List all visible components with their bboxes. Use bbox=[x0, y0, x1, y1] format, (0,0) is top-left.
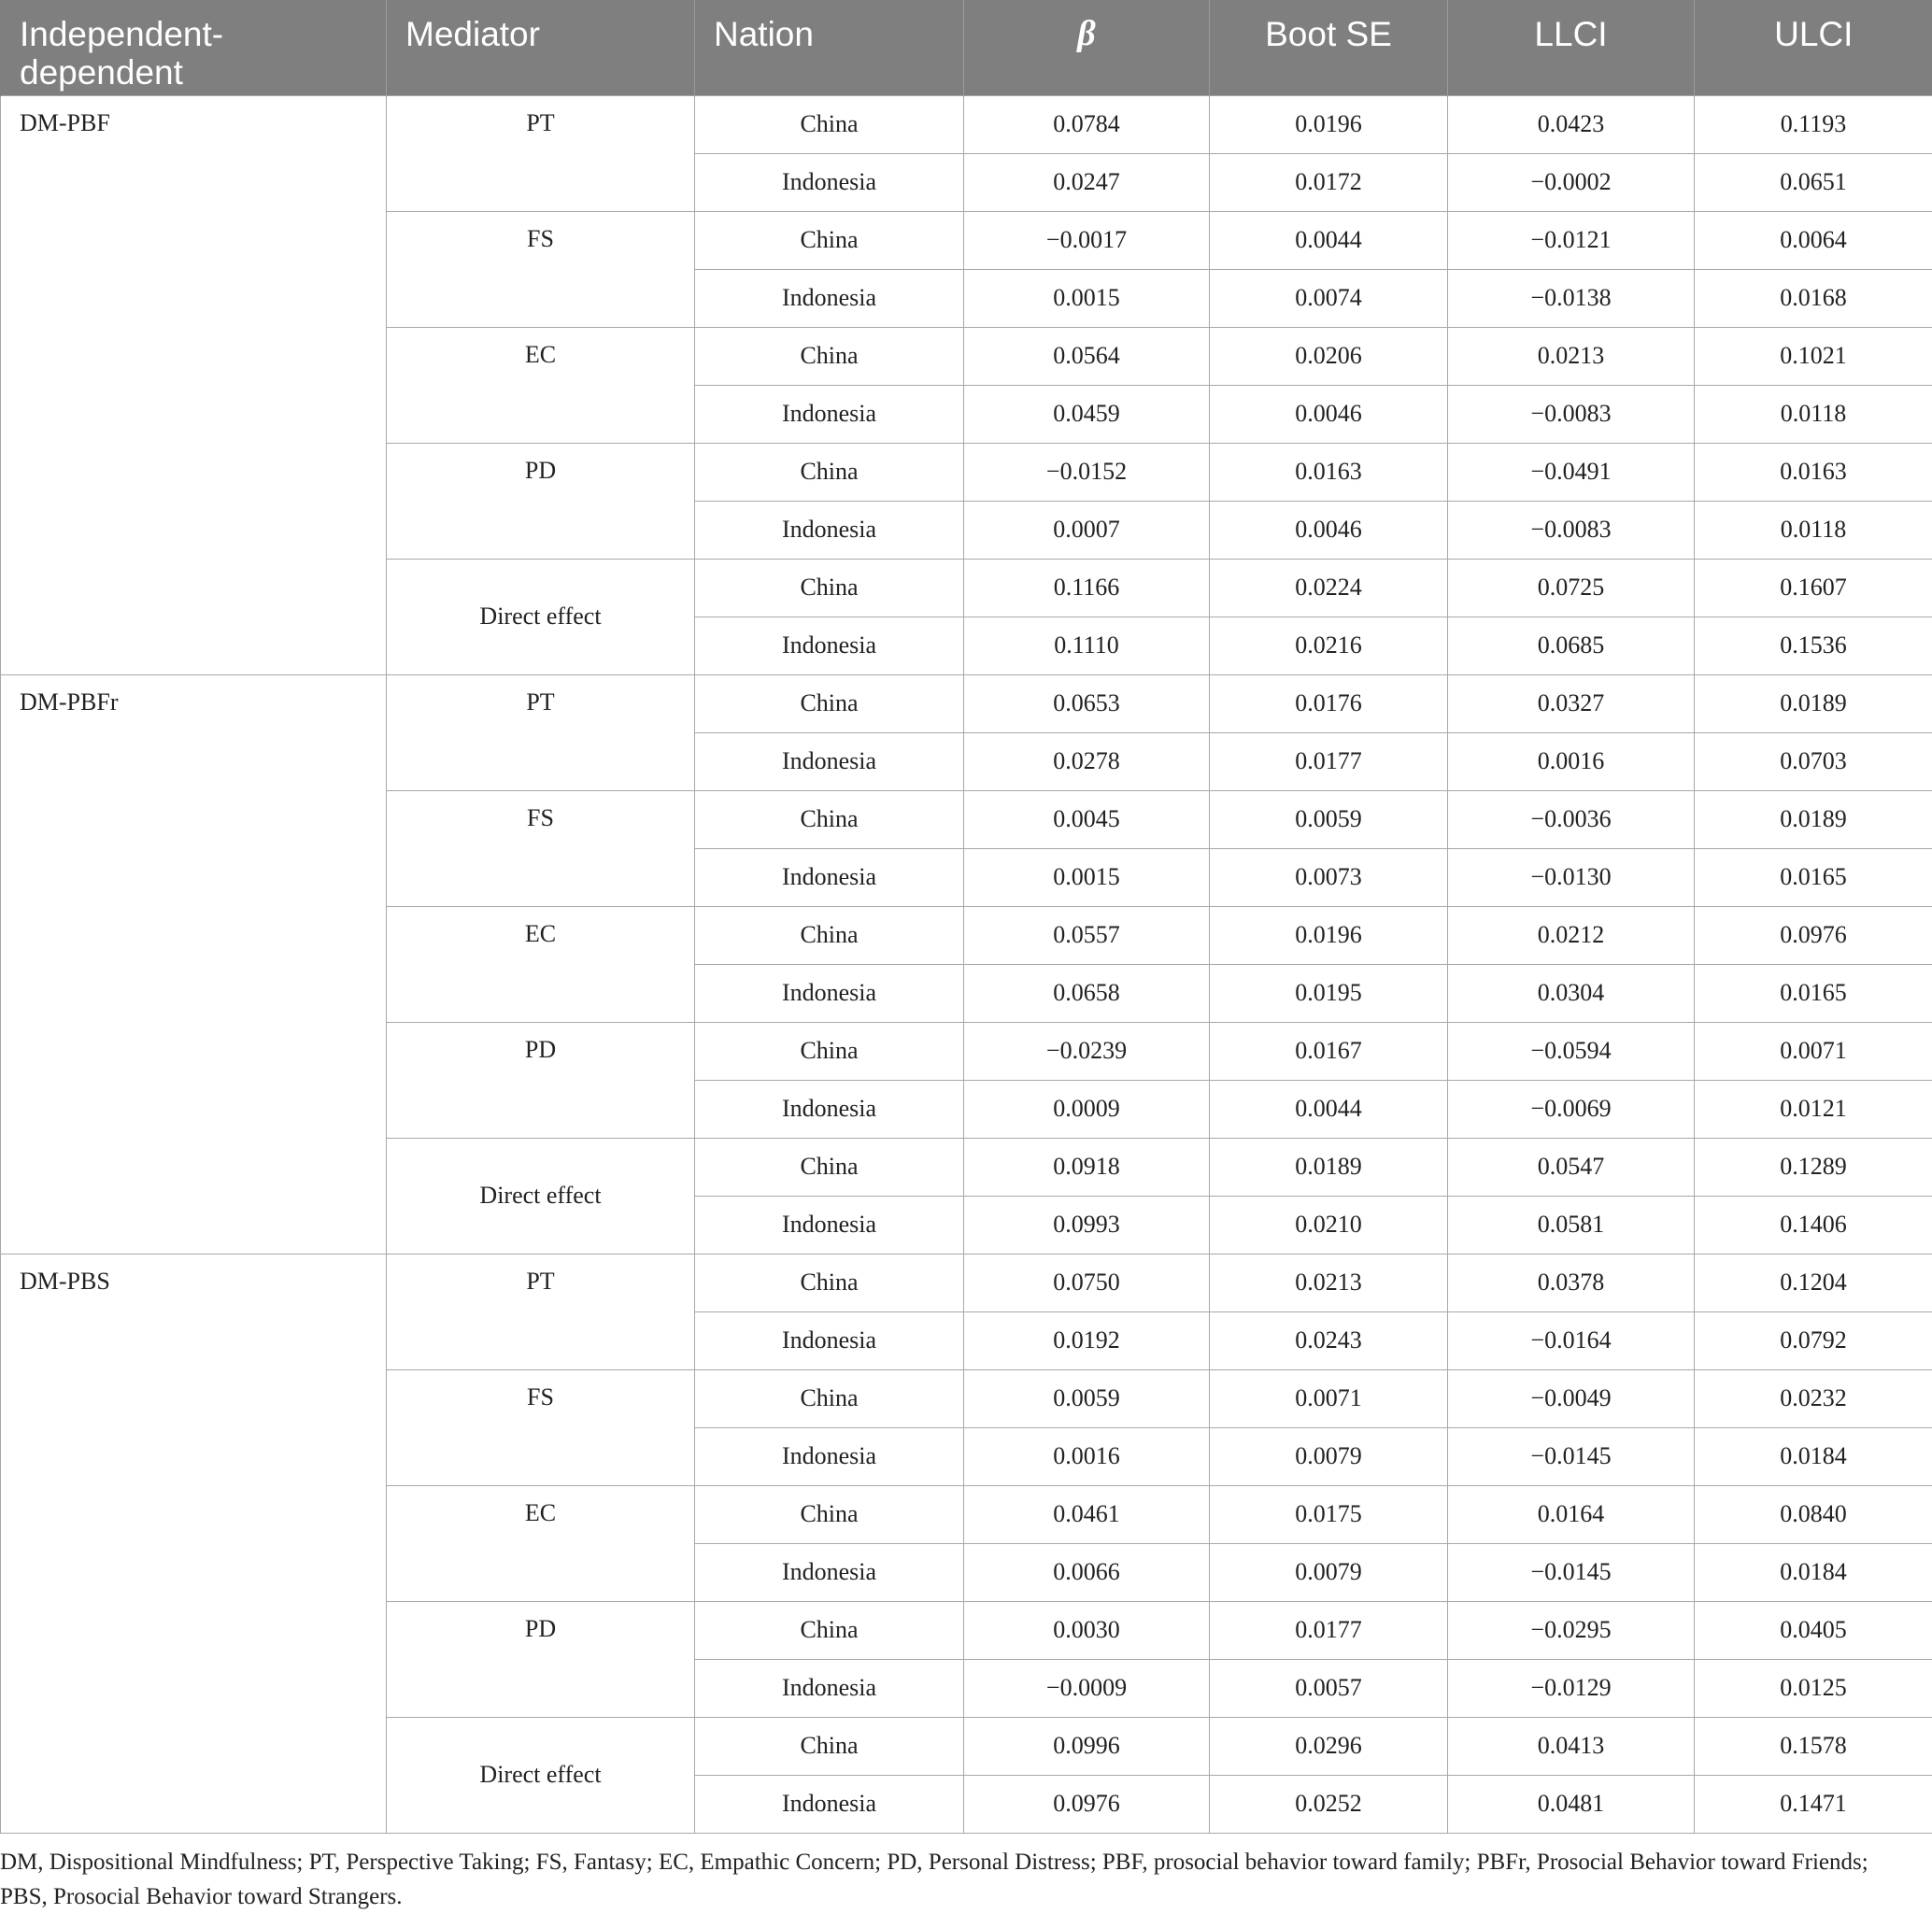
cell-llci: 0.0304 bbox=[1448, 964, 1695, 1022]
cell-mediator: Direct effect bbox=[387, 1138, 695, 1254]
cell-mediator: FS bbox=[387, 790, 695, 906]
cell-boot-se: 0.0224 bbox=[1210, 559, 1448, 617]
cell-llci: −0.0069 bbox=[1448, 1080, 1695, 1138]
cell-beta: 0.0993 bbox=[964, 1196, 1210, 1254]
header-row bbox=[1, 0, 1932, 95]
header-independent-dependent: Independent-dependent bbox=[1, 0, 387, 95]
cell-ulci: 0.0168 bbox=[1695, 269, 1932, 327]
cell-beta: 0.0016 bbox=[964, 1427, 1210, 1485]
cell-llci: −0.0049 bbox=[1448, 1369, 1695, 1427]
cell-ulci: 0.0976 bbox=[1695, 906, 1932, 964]
cell-nation: China bbox=[695, 674, 964, 732]
header-boot-se: Boot SE bbox=[1210, 0, 1448, 95]
cell-llci: 0.0212 bbox=[1448, 906, 1695, 964]
cell-boot-se: 0.0071 bbox=[1210, 1369, 1448, 1427]
cell-beta: 0.0192 bbox=[964, 1311, 1210, 1369]
header-nation: Nation bbox=[695, 0, 964, 95]
table-body bbox=[1, 95, 1932, 1833]
table-footnote: DM, Dispositional Mindfulness; PT, Perspective Taking; FS, Fantasy; EC, Empathic Concern; PD, Personal Distress; PBF, prosocial behavior toward family; PBFr, Prosocial Behavior toward Friends; PBS, Prosocial Behavior toward Strangers. bbox=[0, 1849, 1868, 1909]
header-ulci: ULCI bbox=[1695, 0, 1932, 95]
cell-beta: −0.0017 bbox=[964, 211, 1210, 269]
cell-beta: 0.0996 bbox=[964, 1717, 1210, 1775]
cell-llci: 0.0725 bbox=[1448, 559, 1695, 617]
cell-mediator: Direct effect bbox=[387, 1717, 695, 1833]
cell-nation: China bbox=[695, 906, 964, 964]
cell-llci: −0.0129 bbox=[1448, 1659, 1695, 1717]
cell-nation: China bbox=[695, 211, 964, 269]
cell-llci: −0.0036 bbox=[1448, 790, 1695, 848]
cell-beta: 0.0750 bbox=[964, 1254, 1210, 1311]
cell-nation: Indonesia bbox=[695, 153, 964, 211]
cell-boot-se: 0.0296 bbox=[1210, 1717, 1448, 1775]
cell-nation: China bbox=[695, 559, 964, 617]
cell-beta: 0.0009 bbox=[964, 1080, 1210, 1138]
cell-ulci: 0.0165 bbox=[1695, 848, 1932, 906]
cell-llci: −0.0145 bbox=[1448, 1427, 1695, 1485]
cell-llci: −0.0295 bbox=[1448, 1601, 1695, 1659]
cell-beta: −0.0152 bbox=[964, 443, 1210, 501]
cell-boot-se: 0.0172 bbox=[1210, 153, 1448, 211]
cell-beta: 0.1110 bbox=[964, 617, 1210, 674]
cell-beta: 0.0278 bbox=[964, 732, 1210, 790]
cell-boot-se: 0.0243 bbox=[1210, 1311, 1448, 1369]
cell-boot-se: 0.0216 bbox=[1210, 617, 1448, 674]
cell-ulci: 0.0071 bbox=[1695, 1022, 1932, 1080]
cell-beta: 0.0059 bbox=[964, 1369, 1210, 1427]
cell-beta: 0.0066 bbox=[964, 1543, 1210, 1601]
cell-llci: −0.0083 bbox=[1448, 385, 1695, 443]
cell-boot-se: 0.0206 bbox=[1210, 327, 1448, 385]
cell-ulci: 0.1536 bbox=[1695, 617, 1932, 674]
cell-independent-dependent: DM-PBS bbox=[1, 1254, 387, 1833]
cell-boot-se: 0.0195 bbox=[1210, 964, 1448, 1022]
cell-beta: 0.0007 bbox=[964, 501, 1210, 559]
cell-ulci: 0.1471 bbox=[1695, 1775, 1932, 1833]
cell-ulci: 0.0165 bbox=[1695, 964, 1932, 1022]
cell-nation: China bbox=[695, 1022, 964, 1080]
cell-mediator: FS bbox=[387, 1369, 695, 1485]
cell-beta: 0.0557 bbox=[964, 906, 1210, 964]
cell-boot-se: 0.0210 bbox=[1210, 1196, 1448, 1254]
cell-nation: Indonesia bbox=[695, 964, 964, 1022]
cell-boot-se: 0.0074 bbox=[1210, 269, 1448, 327]
cell-ulci: 0.1607 bbox=[1695, 559, 1932, 617]
cell-boot-se: 0.0059 bbox=[1210, 790, 1448, 848]
cell-beta: 0.0015 bbox=[964, 269, 1210, 327]
cell-llci: 0.0547 bbox=[1448, 1138, 1695, 1196]
cell-beta: 0.0976 bbox=[964, 1775, 1210, 1833]
cell-nation: Indonesia bbox=[695, 501, 964, 559]
cell-mediator: PT bbox=[387, 674, 695, 790]
cell-llci: 0.0423 bbox=[1448, 95, 1695, 153]
cell-llci: −0.0164 bbox=[1448, 1311, 1695, 1369]
cell-ulci: 0.0184 bbox=[1695, 1427, 1932, 1485]
cell-ulci: 0.0163 bbox=[1695, 443, 1932, 501]
header-llci: LLCI bbox=[1448, 0, 1695, 95]
cell-ulci: 0.0405 bbox=[1695, 1601, 1932, 1659]
table-row bbox=[1, 95, 1932, 153]
cell-nation: Indonesia bbox=[695, 1775, 964, 1833]
cell-ulci: 0.0118 bbox=[1695, 385, 1932, 443]
cell-llci: −0.0491 bbox=[1448, 443, 1695, 501]
cell-ulci: 0.0184 bbox=[1695, 1543, 1932, 1601]
cell-nation: Indonesia bbox=[695, 1659, 964, 1717]
cell-llci: −0.0083 bbox=[1448, 501, 1695, 559]
cell-llci: −0.0130 bbox=[1448, 848, 1695, 906]
cell-nation: China bbox=[695, 1254, 964, 1311]
cell-beta: 0.0564 bbox=[964, 327, 1210, 385]
cell-ulci: 0.1289 bbox=[1695, 1138, 1932, 1196]
cell-boot-se: 0.0177 bbox=[1210, 732, 1448, 790]
cell-beta: 0.0015 bbox=[964, 848, 1210, 906]
cell-nation: China bbox=[695, 443, 964, 501]
cell-boot-se: 0.0079 bbox=[1210, 1543, 1448, 1601]
cell-nation: China bbox=[695, 1138, 964, 1196]
cell-nation: China bbox=[695, 1485, 964, 1543]
cell-boot-se: 0.0073 bbox=[1210, 848, 1448, 906]
cell-ulci: 0.0651 bbox=[1695, 153, 1932, 211]
cell-beta: 0.0653 bbox=[964, 674, 1210, 732]
cell-ulci: 0.0232 bbox=[1695, 1369, 1932, 1427]
cell-boot-se: 0.0196 bbox=[1210, 906, 1448, 964]
cell-ulci: 0.0792 bbox=[1695, 1311, 1932, 1369]
cell-beta: −0.0009 bbox=[964, 1659, 1210, 1717]
cell-nation: Indonesia bbox=[695, 1196, 964, 1254]
cell-mediator: PD bbox=[387, 443, 695, 559]
cell-boot-se: 0.0079 bbox=[1210, 1427, 1448, 1485]
cell-beta: 0.0247 bbox=[964, 153, 1210, 211]
cell-ulci: 0.0121 bbox=[1695, 1080, 1932, 1138]
cell-nation: Indonesia bbox=[695, 1311, 964, 1369]
cell-nation: China bbox=[695, 95, 964, 153]
cell-llci: 0.0213 bbox=[1448, 327, 1695, 385]
cell-nation: Indonesia bbox=[695, 1543, 964, 1601]
cell-llci: 0.0413 bbox=[1448, 1717, 1695, 1775]
cell-mediator: PT bbox=[387, 95, 695, 211]
cell-beta: 0.0658 bbox=[964, 964, 1210, 1022]
cell-nation: Indonesia bbox=[695, 269, 964, 327]
cell-ulci: 0.0703 bbox=[1695, 732, 1932, 790]
cell-boot-se: 0.0167 bbox=[1210, 1022, 1448, 1080]
cell-ulci: 0.0118 bbox=[1695, 501, 1932, 559]
cell-nation: Indonesia bbox=[695, 848, 964, 906]
header-mediator: Mediator bbox=[387, 0, 695, 95]
cell-llci: 0.0327 bbox=[1448, 674, 1695, 732]
cell-llci: −0.0145 bbox=[1448, 1543, 1695, 1601]
cell-ulci: 0.1406 bbox=[1695, 1196, 1932, 1254]
table-header bbox=[1, 0, 1932, 95]
cell-mediator: EC bbox=[387, 906, 695, 1022]
table-row bbox=[1, 1254, 1932, 1311]
cell-llci: −0.0002 bbox=[1448, 153, 1695, 211]
cell-nation: Indonesia bbox=[695, 617, 964, 674]
cell-nation: Indonesia bbox=[695, 1427, 964, 1485]
cell-mediator: PD bbox=[387, 1601, 695, 1717]
cell-mediator: Direct effect bbox=[387, 559, 695, 674]
cell-ulci: 0.0840 bbox=[1695, 1485, 1932, 1543]
cell-beta: 0.0045 bbox=[964, 790, 1210, 848]
cell-independent-dependent: DM-PBF bbox=[1, 95, 387, 674]
cell-llci: 0.0378 bbox=[1448, 1254, 1695, 1311]
cell-ulci: 0.0125 bbox=[1695, 1659, 1932, 1717]
table-row bbox=[1, 674, 1932, 732]
cell-llci: 0.0481 bbox=[1448, 1775, 1695, 1833]
cell-boot-se: 0.0213 bbox=[1210, 1254, 1448, 1311]
cell-beta: 0.0461 bbox=[964, 1485, 1210, 1543]
cell-mediator: FS bbox=[387, 211, 695, 327]
cell-nation: Indonesia bbox=[695, 1080, 964, 1138]
cell-beta: 0.0918 bbox=[964, 1138, 1210, 1196]
cell-ulci: 0.0189 bbox=[1695, 674, 1932, 732]
cell-boot-se: 0.0196 bbox=[1210, 95, 1448, 153]
cell-boot-se: 0.0175 bbox=[1210, 1485, 1448, 1543]
cell-mediator: PD bbox=[387, 1022, 695, 1138]
cell-mediator: EC bbox=[387, 1485, 695, 1601]
cell-ulci: 0.0189 bbox=[1695, 790, 1932, 848]
cell-boot-se: 0.0044 bbox=[1210, 211, 1448, 269]
cell-beta: 0.0784 bbox=[964, 95, 1210, 153]
cell-mediator: PT bbox=[387, 1254, 695, 1369]
cell-beta: −0.0239 bbox=[964, 1022, 1210, 1080]
cell-llci: −0.0594 bbox=[1448, 1022, 1695, 1080]
cell-beta: 0.0030 bbox=[964, 1601, 1210, 1659]
header-beta: β bbox=[964, 0, 1210, 95]
cell-nation: Indonesia bbox=[695, 732, 964, 790]
cell-boot-se: 0.0177 bbox=[1210, 1601, 1448, 1659]
cell-boot-se: 0.0163 bbox=[1210, 443, 1448, 501]
cell-nation: China bbox=[695, 1717, 964, 1775]
cell-llci: −0.0138 bbox=[1448, 269, 1695, 327]
cell-independent-dependent: DM-PBFr bbox=[1, 674, 387, 1254]
cell-boot-se: 0.0057 bbox=[1210, 1659, 1448, 1717]
cell-boot-se: 0.0176 bbox=[1210, 674, 1448, 732]
cell-boot-se: 0.0046 bbox=[1210, 385, 1448, 443]
cell-ulci: 0.1204 bbox=[1695, 1254, 1932, 1311]
cell-llci: 0.0016 bbox=[1448, 732, 1695, 790]
cell-ulci: 0.1578 bbox=[1695, 1717, 1932, 1775]
cell-nation: China bbox=[695, 327, 964, 385]
cell-ulci: 0.1193 bbox=[1695, 95, 1932, 153]
cell-llci: 0.0685 bbox=[1448, 617, 1695, 674]
cell-llci: −0.0121 bbox=[1448, 211, 1695, 269]
cell-boot-se: 0.0252 bbox=[1210, 1775, 1448, 1833]
cell-beta: 0.1166 bbox=[964, 559, 1210, 617]
cell-boot-se: 0.0044 bbox=[1210, 1080, 1448, 1138]
cell-llci: 0.0164 bbox=[1448, 1485, 1695, 1543]
cell-nation: China bbox=[695, 790, 964, 848]
cell-ulci: 0.1021 bbox=[1695, 327, 1932, 385]
cell-boot-se: 0.0189 bbox=[1210, 1138, 1448, 1196]
cell-mediator: EC bbox=[387, 327, 695, 443]
cell-nation: China bbox=[695, 1369, 964, 1427]
cell-nation: China bbox=[695, 1601, 964, 1659]
cell-llci: 0.0581 bbox=[1448, 1196, 1695, 1254]
cell-ulci: 0.0064 bbox=[1695, 211, 1932, 269]
cell-beta: 0.0459 bbox=[964, 385, 1210, 443]
cell-boot-se: 0.0046 bbox=[1210, 501, 1448, 559]
cell-nation: Indonesia bbox=[695, 385, 964, 443]
